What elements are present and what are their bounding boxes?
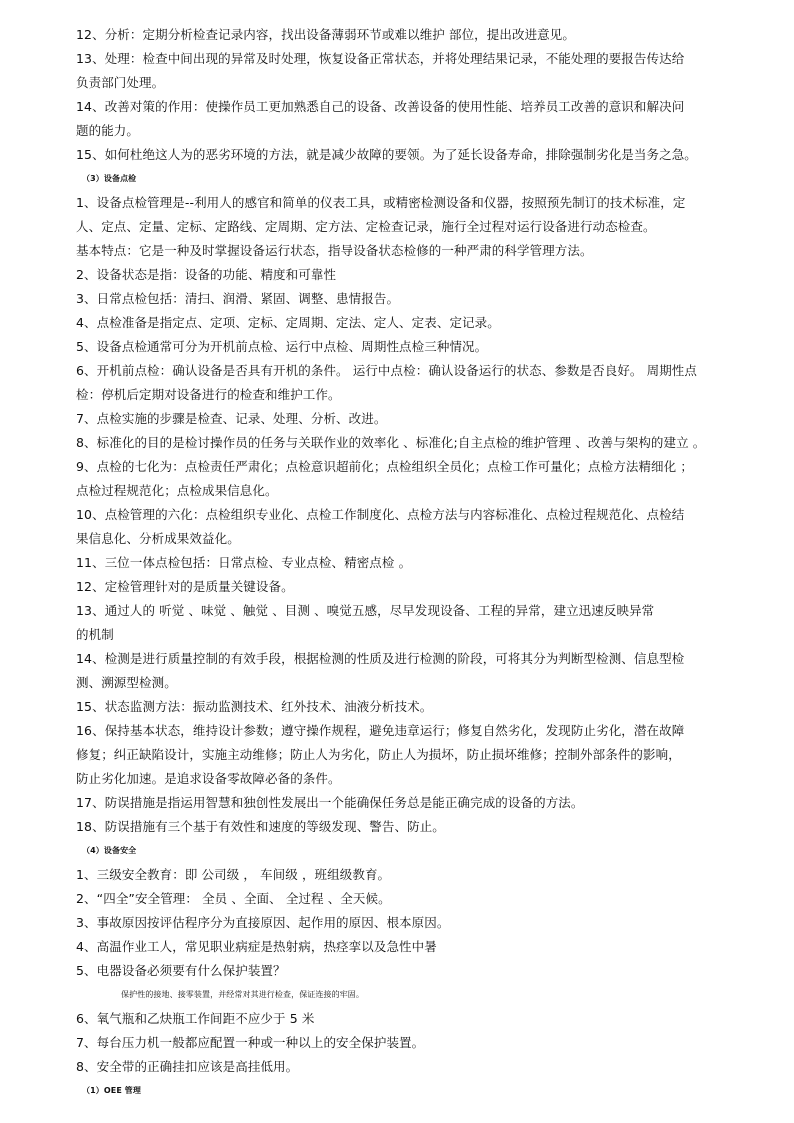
text-line: 15、如何杜绝这人为的恶劣环境的方法，就是减少故障的要领。为了延长设备寿命，排除强制劣化是当务之急。 <box>76 147 697 162</box>
section-heading: （1）OEE 管理 <box>82 1086 141 1095</box>
text-line: 6、氧气瓶和乙炔瓶工作间距不应少于 5 米 <box>76 1011 315 1026</box>
text-line: 14、改善对策的作用：使操作员工更加熟悉自己的设备、改善设备的使用性能、培养员工改善的意识和解决问 <box>76 99 685 114</box>
text-line: 2、设备状态是指：设备的功能、精度和可靠性 <box>76 267 337 282</box>
text-line: 点检过程规范化；点检成果信息化。 <box>76 483 278 498</box>
text-line: 检：停机后定期对设备进行的检查和维护工作。 <box>76 387 341 402</box>
text-line: 4、高温作业工人，常见职业病症是热射病，热痉挛以及急性中暑 <box>76 939 437 954</box>
text-line: 11、三位一体点检包括：日常点检、专业点检、精密点检 。 <box>76 555 412 570</box>
text-line: 7、点检实施的步骤是检查、记录、处理、分析、改进。 <box>76 411 387 426</box>
text-line: 题的能力。 <box>76 123 140 138</box>
section-heading: （4）设备安全 <box>82 846 137 855</box>
section-heading: （3）设备点检 <box>82 174 137 183</box>
text-line: 测、溯源型检测。 <box>76 675 177 690</box>
text-line: 10、点检管理的六化：点检组织专业化、点检工作制度化、点检方法与内容标准化、点检过程规范化、点检结 <box>76 507 685 522</box>
text-line: 5、设备点检通常可分为开机前点检、运行中点检、周期性点检三种情况。 <box>76 339 488 354</box>
text-line: 修复；纠正缺陷设计，实施主动维修；防止人为劣化，防止人为损坏，防止损坏维修；控制外部条件的影响， <box>76 747 681 762</box>
text-line: 14、检测是进行质量控制的有效手段，根据检测的性质及进行检测的阶段，可将其分为判断型检测、信息型检 <box>76 651 685 666</box>
text-line: 7、每台压力机一般都应配置一种或一种以上的安全保护装置。 <box>76 1035 425 1050</box>
text-line: 13、通过人的 听觉 、味觉 、触觉 、目测 、嗅觉五感，尽早发现设备、工程的异常，建立迅速反映异常 <box>76 603 655 618</box>
text-line: 果信息化、分析成果效益化。 <box>76 531 240 546</box>
text-line: 12、分析：定期分析检查记录内容，找出设备薄弱环节或难以维护 部位，提出改进意见。 <box>76 27 575 42</box>
text-line: 18、防误措施有三个基于有效性和速度的等级发现、警告、防止。 <box>76 819 445 834</box>
text-line: 16、保持基本状态，维持设计参数；遵守操作规程，避免违章运行；修复自然劣化，发现防止劣化，潜在故障 <box>76 723 685 738</box>
text-line: 8、标准化的目的是检讨操作员的任务与关联作业的效率化 、标准化;自主点检的维护管理 、改善与架构的建立 。 <box>76 435 706 450</box>
text-line: 1、设备点检管理是--利用人的感官和简单的仪表工具，或精密检测设备和仪器，按照预先制订的技术标准，定 <box>76 195 686 210</box>
text-line: 5、电器设备必须要有什么保护装置？ <box>76 963 286 978</box>
text-line: 12、定检管理针对的是质量关键设备。 <box>76 579 294 594</box>
text-line: 人、定点、定量、定标、定路线、定周期、定方法、定检查记录，施行全过程对运行设备进行动态检查。 <box>76 219 656 234</box>
text-line: 2、“四全”安全管理： 全员 、全面、 全过程 、全天候。 <box>76 891 391 906</box>
text-line: 3、日常点检包括：清扫、润滑、紧固、调整、患情报告。 <box>76 291 400 306</box>
text-line: 负责部门处理。 <box>76 75 165 90</box>
text-line: 4、点检准备是指定点、定项、定标、定周期、定法、定人、定表、定记录。 <box>76 315 500 330</box>
text-line: 13、处理：检查中间出现的异常及时处理，恢复设备正常状态，并将处理结果记录，不能处理的要报告传达给 <box>76 51 685 66</box>
text-line: 基本特点：它是一种及时掌握设备运行状态，指导设备状态检修的一种严肃的科学管理方法。 <box>76 243 593 258</box>
text-line: 17、防误措施是指运用智慧和独创性发展出一个能确保任务总是能正确完成的设备的方法。 <box>76 795 584 810</box>
text-line: 防止劣化加速。是追求设备零故障必备的条件。 <box>76 771 341 786</box>
text-line: 15、状态监测方法：振动监测技术、红外技术、油液分析技术。 <box>76 699 433 714</box>
text-line: 9、点检的七化为：点检责任严肃化；点检意识超前化；点检组织全员化；点检工作可量化；点检方法精细化 ； <box>76 459 693 474</box>
text-line: 1、三级安全教育：即 公司级 ， 车间级 ，班组级教育。 <box>76 867 391 882</box>
text-line: 3、事故原因按评估程序分为直接原因、起作用的原因、根本原因。 <box>76 915 450 930</box>
text-line: 6、开机前点检：确认设备是否具有开机的条件。 运行中点检：确认设备运行的状态、参数是否良好。 周期性点 <box>76 363 698 378</box>
text-line: 的机制 <box>76 627 114 642</box>
text-line: 8、安全带的正确挂扣应该是高挂低用。 <box>76 1059 299 1074</box>
text-line: 保护性的接地、接零装置，并经常对其进行检查，保证连接的牢固。 <box>121 990 364 999</box>
